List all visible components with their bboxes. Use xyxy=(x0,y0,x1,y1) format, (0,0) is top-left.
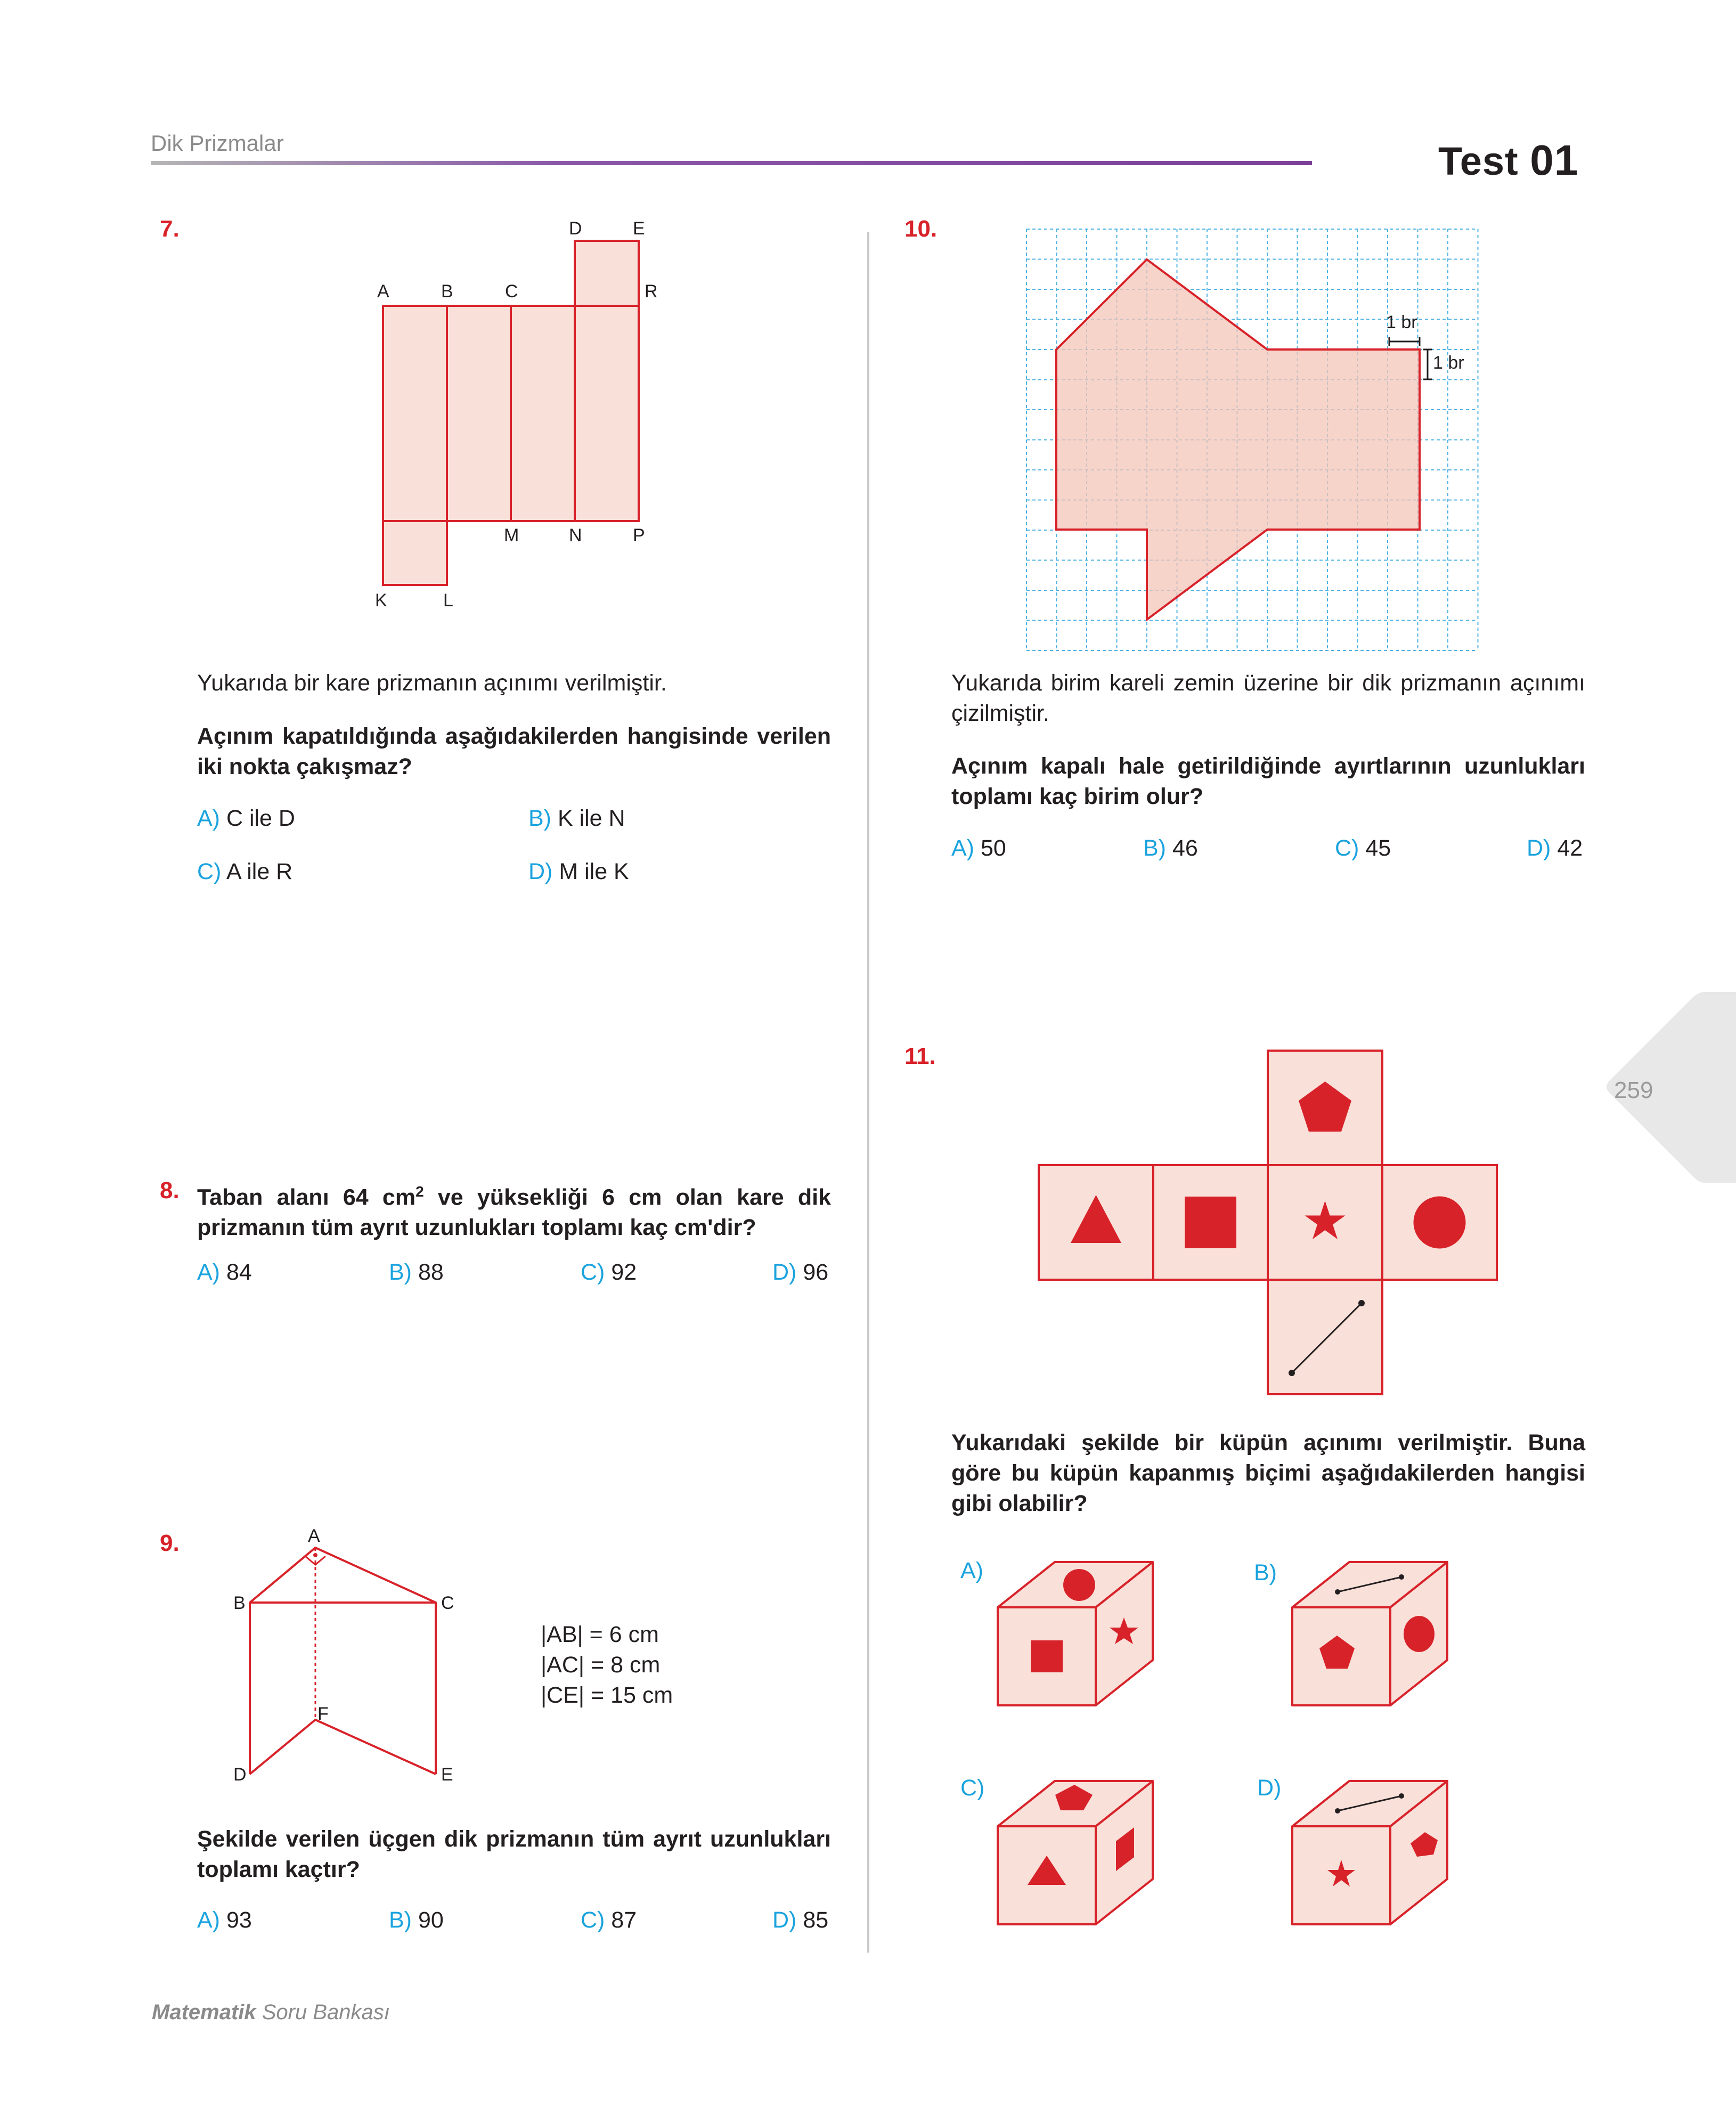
option-letter: B) xyxy=(1143,835,1166,861)
q7-label-d: D xyxy=(569,218,582,239)
q9-label-a: A xyxy=(308,1526,320,1546)
cube-option-a-figure xyxy=(998,1562,1153,1705)
option-letter: C) xyxy=(581,1907,605,1933)
option-text: 46 xyxy=(1172,835,1198,861)
section-title: Dik Prizmalar xyxy=(151,131,284,156)
q9-label-c: C xyxy=(441,1593,454,1613)
question-9-number: 9. xyxy=(160,1530,180,1556)
option-text: C ile D xyxy=(226,806,295,831)
question-7-number: 7. xyxy=(160,216,180,242)
q7-text-2: Açınım kapatıldığında aşağıdakilerden hangisinde verilen iki nokta çakışmaz? xyxy=(197,723,831,779)
option-letter: B) xyxy=(389,1907,412,1933)
footer-rest: Soru Bankası xyxy=(256,2001,390,2024)
question-8-number: 8. xyxy=(160,1177,180,1204)
option-text: 42 xyxy=(1557,835,1583,861)
option-letter: C) xyxy=(960,1775,985,1801)
option-text: 87 xyxy=(611,1907,637,1933)
option-text: 92 xyxy=(611,1259,637,1285)
q7-label-c: C xyxy=(505,281,518,302)
q11-option-b[interactable] xyxy=(1254,1560,1277,1586)
q7-label-b: B xyxy=(441,281,453,302)
option-text: A ile R xyxy=(226,859,293,884)
option-text: 45 xyxy=(1365,835,1391,861)
q7-label-k: K xyxy=(375,590,387,611)
q7-label-p: P xyxy=(633,525,645,546)
q9-label-d: D xyxy=(233,1765,247,1785)
option-letter: A) xyxy=(960,1558,983,1583)
option-letter: C) xyxy=(1335,835,1359,861)
q8-text-b: ve yüksekliği 6 cm olan kare dik prizmanın tüm ayrıt uzunlukları toplamı kaç cm'dir? xyxy=(197,1184,831,1241)
q10-text-1: Yukarıda birim kareli zemin üzerine bir dik prizmanın açınımı çizilmiştir. xyxy=(951,670,1585,726)
q9-given-ac: |AC| = 8 cm xyxy=(541,1652,661,1678)
option-text: K ile N xyxy=(557,806,625,831)
q11-option-c[interactable] xyxy=(960,1775,984,1801)
q11-option-a[interactable] xyxy=(960,1558,983,1584)
q7-label-m: M xyxy=(504,525,519,546)
q11-option-d[interactable] xyxy=(1257,1775,1281,1801)
q10-text-2: Açınım kapalı hale getirildiğinde ayırtlarının uzunlukları toplamı kaç birim olur? xyxy=(951,753,1585,809)
footer-brand: Matematik xyxy=(152,2001,256,2024)
option-letter: D) xyxy=(772,1259,797,1285)
option-letter: D) xyxy=(1257,1775,1282,1801)
option-letter: C) xyxy=(581,1259,605,1285)
option-text: 93 xyxy=(226,1907,252,1933)
option-text: M ile K xyxy=(559,859,629,884)
q9-given-ce: |CE| = 15 cm xyxy=(541,1682,673,1708)
option-letter: C) xyxy=(197,859,222,884)
option-text: 84 xyxy=(226,1259,252,1285)
option-letter: A) xyxy=(951,835,974,861)
option-letter: B) xyxy=(1254,1560,1277,1585)
cube-option-b-figure xyxy=(1292,1562,1447,1705)
footer xyxy=(152,2001,390,2024)
q8-superscript: 2 xyxy=(415,1183,424,1200)
option-text: 96 xyxy=(803,1259,829,1285)
q8-text-a: Taban alanı 64 cm xyxy=(197,1184,416,1210)
q7-label-r: R xyxy=(645,281,658,302)
q9-label-e: E xyxy=(441,1765,453,1785)
option-letter: A) xyxy=(197,1907,220,1933)
option-letter: D) xyxy=(772,1907,797,1933)
page-number: 259 xyxy=(1614,1077,1653,1103)
q10-unit-horizontal: 1 br xyxy=(1386,312,1417,332)
cube-option-d-figure xyxy=(1292,1781,1447,1924)
option-letter: B) xyxy=(528,806,551,831)
test-number: 01 xyxy=(1530,136,1579,184)
option-letter: D) xyxy=(1527,835,1551,861)
q9-given-ab: |AB| = 6 cm xyxy=(541,1622,659,1647)
q9-label-b: B xyxy=(233,1593,246,1613)
question-11-number: 11. xyxy=(904,1043,936,1069)
option-letter: B) xyxy=(389,1259,412,1285)
option-letter: A) xyxy=(197,1259,220,1285)
q7-label-n: N xyxy=(569,525,582,546)
option-text: 50 xyxy=(980,835,1006,861)
q7-text-1: Yukarıda bir kare prizmanın açınımı verilmiştir. xyxy=(197,670,667,696)
q9-text: Şekilde verilen üçgen dik prizmanın tüm ayrıt uzunlukları toplamı kaçtır? xyxy=(197,1826,831,1882)
question-10-number: 10. xyxy=(904,216,938,242)
test-word: Test xyxy=(1438,139,1519,183)
q7-label-l: L xyxy=(443,590,453,611)
q10-unit-vertical: 1 br xyxy=(1433,353,1464,373)
q7-label-a: A xyxy=(377,281,389,302)
cube-option-c-figure xyxy=(998,1781,1153,1924)
option-text: 85 xyxy=(803,1907,829,1933)
option-text: 88 xyxy=(418,1259,444,1285)
q9-label-f: F xyxy=(317,1704,329,1724)
q11-text: Yukarıdaki şekilde bir küpün açınımı verilmiştir. Buna göre bu küpün kapanmış biçimi aşağıdakilerden hangisi gibi olabilir? xyxy=(951,1430,1585,1516)
option-letter: D) xyxy=(528,859,553,884)
option-text: 90 xyxy=(418,1907,444,1933)
option-letter: A) xyxy=(197,806,220,831)
q7-label-e: E xyxy=(633,218,645,239)
